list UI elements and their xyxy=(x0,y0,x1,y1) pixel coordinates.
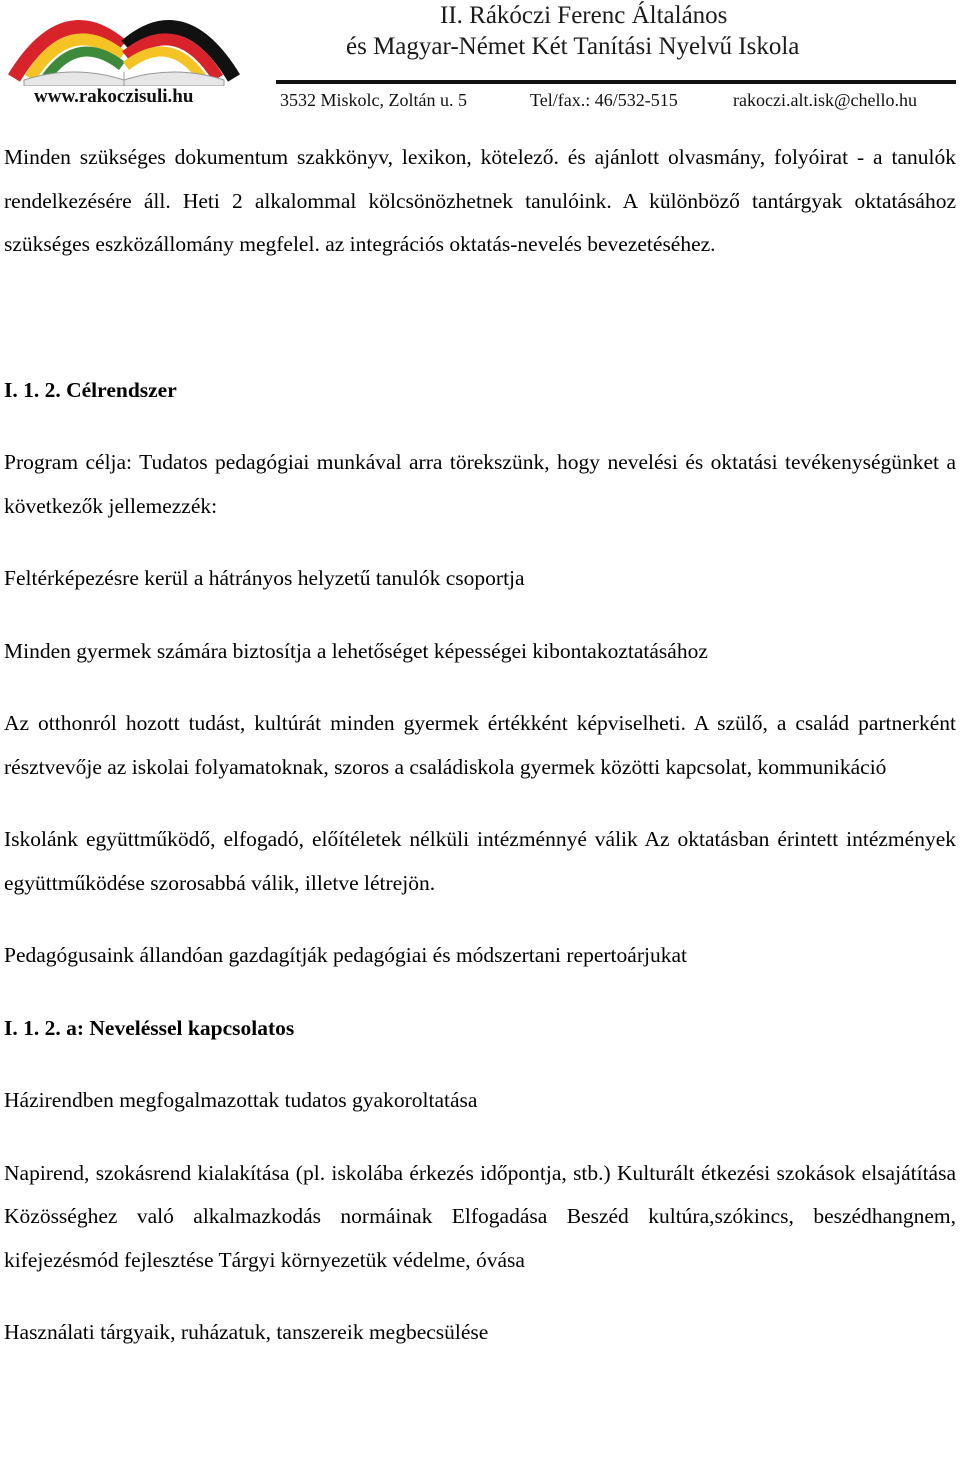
header-divider xyxy=(276,80,956,84)
section-heading-neveles: I. 1. 2. a: Neveléssel kapcsolatos xyxy=(4,1015,295,1040)
paragraph-daily-routine: Napirend, szokásrend kialakítása (pl. iskolába érkezés időpontja, stb.) Kulturált étkezési szokások elsajátítása Közösséghez való alkalmazkodás normáinak Elfogadása Beszéd kultúra,szókincs, beszédhangnem, kifejezésmód fejlesztése Tárgyi környezetük védelme, óvása xyxy=(4,1160,956,1272)
paragraph-cooperation: Iskolánk együttműködő, elfogadó, előítéletek nélküli intézménnyé válik Az oktatásban érintett intézmények együttműködése szorosabbá válik, illetve létrejön. xyxy=(4,827,956,895)
open-book-rainbow-icon xyxy=(4,6,244,86)
school-logo xyxy=(4,6,244,106)
school-email: rakoczi.alt.isk@chello.hu xyxy=(733,90,918,110)
paragraph-mapping: Feltérképezésre kerül a hátrányos helyzetű tanulók csoportja xyxy=(4,566,525,590)
school-telfax: Tel/fax.: 46/532-515 xyxy=(530,90,678,110)
paragraph-program-goal: Program célja: Tudatos pedagógiai munkával arra törekszünk, hogy nevelési és oktatási tevékenységünket a következők jellemezzék: xyxy=(4,450,956,518)
school-address: 3532 Miskolc, Zoltán u. 5 xyxy=(280,90,467,110)
school-name-line2: és Magyar-Német Két Tanítási Nyelvű Iskola xyxy=(346,33,800,60)
logo-url-text: www.rakoczisuli.hu xyxy=(34,86,194,107)
school-name-line1: II. Rákóczi Ferenc Általános xyxy=(440,2,728,29)
paragraph-belongings: Használati tárgyaik, ruházatuk, tanszereik megbecsülése xyxy=(4,1320,489,1344)
paragraph-opportunity: Minden gyermek számára biztosítja a lehetőséget képességei kibontakoztatásához xyxy=(4,638,708,663)
page-header xyxy=(0,0,960,118)
paragraph-teachers: Pedagógusaink állandóan gazdagítják pedagógiai és módszertani repertoárjukat xyxy=(4,943,687,967)
document-body xyxy=(4,136,956,1355)
section-heading-celrendszer: I. 1. 2. Célrendszer xyxy=(4,377,177,402)
paragraph-home-knowledge: Az otthonról hozott tudást, kultúrát minden gyermek értékként képviselheti. A szülő, a család partnerként résztvevője az iskolai folyamatoknak, szoros a családiskola gyermek közötti kapcsolat, kommunikáció xyxy=(4,711,956,779)
paragraph-library: Minden szükséges dokumentum szakkönyv, lexikon, kötelező. és ajánlott olvasmány, folyóirat - a tanulók rendelkezésére áll. Heti 2 alkalommal kölcsönözhetnek tanulóink. A különböző tantárgyak oktatásához szükséges eszközállomány megfelel. az integrációs oktatás-nevelés bevezetéséhez. xyxy=(4,145,956,256)
paragraph-house-rules: Házirendben megfogalmazottak tudatos gyakoroltatása xyxy=(4,1088,478,1112)
